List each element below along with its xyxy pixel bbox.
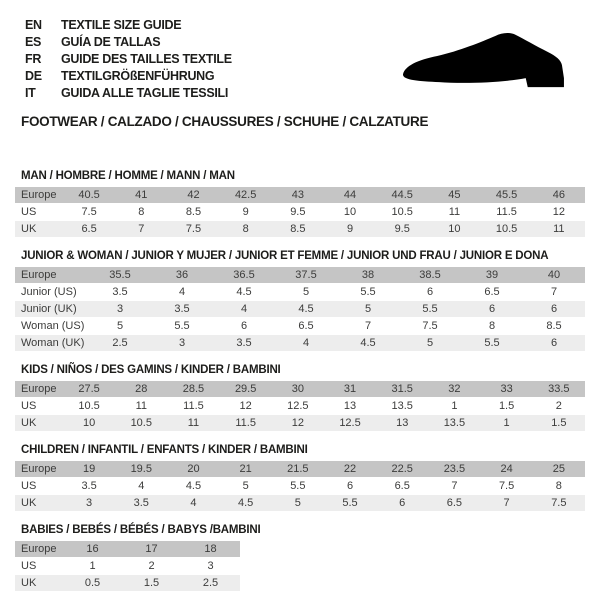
size-cell: 19 xyxy=(63,461,115,478)
size-row xyxy=(15,284,585,301)
size-cell: 7 xyxy=(481,495,533,512)
size-cell: 9 xyxy=(324,221,376,238)
size-cell: 28.5 xyxy=(167,381,219,398)
size-cell: 7 xyxy=(523,284,585,301)
size-cell: 45 xyxy=(428,187,480,204)
section-title: KIDS / NIÑOS / DES GAMINS / KINDER / BAMBINI xyxy=(21,364,281,376)
size-cell: 5 xyxy=(399,335,461,352)
row-label: US xyxy=(15,558,63,575)
size-cell: 7.5 xyxy=(399,318,461,335)
size-cell: 10.5 xyxy=(63,398,115,415)
size-cell: 27.5 xyxy=(63,381,115,398)
language-label: TEXTILGRÖßENFÜHRUNG xyxy=(61,69,215,83)
size-cell: 10.5 xyxy=(115,415,167,432)
size-cell: 6 xyxy=(213,318,275,335)
size-cell: 9.5 xyxy=(272,204,324,221)
language-code: DE xyxy=(25,69,42,83)
size-table xyxy=(15,541,240,592)
size-cell: 3.5 xyxy=(213,335,275,352)
size-cell: 23.5 xyxy=(428,461,480,478)
size-cell: 5 xyxy=(220,478,272,495)
size-row xyxy=(15,415,585,432)
size-cell: 6.5 xyxy=(376,478,428,495)
size-cell: 13.5 xyxy=(376,398,428,415)
size-row xyxy=(15,398,585,415)
size-cell: 12 xyxy=(272,415,324,432)
size-cell: 11.5 xyxy=(481,204,533,221)
size-cell: 8 xyxy=(220,221,272,238)
size-cell: 46 xyxy=(533,187,585,204)
size-cell: 12.5 xyxy=(324,415,376,432)
size-cell: 10 xyxy=(63,415,115,432)
size-cell: 5 xyxy=(89,318,151,335)
size-row xyxy=(15,301,585,318)
size-cell: 8 xyxy=(115,204,167,221)
size-cell: 3.5 xyxy=(63,478,115,495)
size-cell: 5.5 xyxy=(337,284,399,301)
row-label: UK xyxy=(15,415,63,432)
size-cell: 5.5 xyxy=(461,335,523,352)
size-row xyxy=(15,558,240,575)
size-cell: 19.5 xyxy=(115,461,167,478)
language-label: GUIDE DES TAILLES TEXTILE xyxy=(61,52,232,66)
size-row xyxy=(15,495,585,512)
size-cell: 13 xyxy=(376,415,428,432)
size-cell: 11.5 xyxy=(220,415,272,432)
size-cell: 4.5 xyxy=(220,495,272,512)
size-row xyxy=(15,318,585,335)
size-cell: 11 xyxy=(167,415,219,432)
size-cell: 43 xyxy=(272,187,324,204)
size-cell: 25 xyxy=(533,461,585,478)
category-title: FOOTWEAR / CALZADO / CHAUSSURES / SCHUHE / CALZATURE xyxy=(21,114,429,129)
size-cell: 32 xyxy=(428,381,480,398)
size-row xyxy=(15,204,585,221)
language-code: IT xyxy=(25,86,36,100)
size-row xyxy=(15,267,585,284)
size-cell: 38.5 xyxy=(399,267,461,284)
size-cell: 6 xyxy=(399,284,461,301)
size-cell: 6.5 xyxy=(275,318,337,335)
size-cell: 3.5 xyxy=(115,495,167,512)
row-label: Woman (UK) xyxy=(15,335,89,352)
size-cell: 13.5 xyxy=(428,415,480,432)
size-cell: 8.5 xyxy=(272,221,324,238)
size-row xyxy=(15,221,585,238)
size-cell: 5.5 xyxy=(399,301,461,318)
size-tables xyxy=(15,170,585,592)
size-cell: 44.5 xyxy=(376,187,428,204)
size-cell: 33.5 xyxy=(533,381,585,398)
language-code: EN xyxy=(25,18,42,32)
size-cell: 7 xyxy=(428,478,480,495)
size-cell: 5.5 xyxy=(324,495,376,512)
row-label: UK xyxy=(15,495,63,512)
size-cell: 33 xyxy=(481,381,533,398)
size-cell: 3 xyxy=(151,335,213,352)
size-cell: 11 xyxy=(533,221,585,238)
size-cell: 29.5 xyxy=(220,381,272,398)
size-cell: 6 xyxy=(523,335,585,352)
size-cell: 4 xyxy=(213,301,275,318)
size-cell: 3.5 xyxy=(89,284,151,301)
size-cell: 4.5 xyxy=(275,301,337,318)
size-cell: 6 xyxy=(523,301,585,318)
size-cell: 1.5 xyxy=(481,398,533,415)
section-title: BABIES / BEBÉS / BÉBÉS / BABYS /BAMBINI xyxy=(21,524,261,536)
size-cell: 1 xyxy=(63,558,122,575)
size-cell: 12 xyxy=(533,204,585,221)
size-cell: 8 xyxy=(533,478,585,495)
size-cell: 2 xyxy=(122,558,181,575)
size-table xyxy=(15,267,585,352)
size-cell: 10.5 xyxy=(481,221,533,238)
size-cell: 10 xyxy=(324,204,376,221)
size-cell: 6 xyxy=(376,495,428,512)
size-cell: 11 xyxy=(428,204,480,221)
size-row xyxy=(15,335,585,352)
size-cell: 40 xyxy=(523,267,585,284)
size-cell: 6 xyxy=(461,301,523,318)
size-cell: 3 xyxy=(89,301,151,318)
size-row xyxy=(15,541,240,558)
section-title: JUNIOR & WOMAN / JUNIOR Y MUJER / JUNIOR ET FEMME / JUNIOR UND FRAU / JUNIOR E DONA xyxy=(21,250,549,262)
row-label: Woman (US) xyxy=(15,318,89,335)
size-cell: 11.5 xyxy=(167,398,219,415)
size-section xyxy=(15,444,585,512)
language-label: GUIDA ALLE TAGLIE TESSILI xyxy=(61,86,229,100)
size-cell: 12 xyxy=(220,398,272,415)
size-cell: 1.5 xyxy=(122,575,181,592)
shoe-icon xyxy=(397,29,573,93)
size-cell: 7.5 xyxy=(481,478,533,495)
size-cell: 6 xyxy=(324,478,376,495)
size-cell: 40.5 xyxy=(63,187,115,204)
size-cell: 30 xyxy=(272,381,324,398)
language-code: ES xyxy=(25,35,42,49)
size-section xyxy=(15,364,585,432)
size-cell: 8.5 xyxy=(167,204,219,221)
header xyxy=(15,17,585,102)
section-title: CHILDREN / INFANTIL / ENFANTS / KINDER / BAMBINI xyxy=(21,444,308,456)
size-cell: 7.5 xyxy=(167,221,219,238)
row-label: Europe xyxy=(15,187,63,204)
size-cell: 4.5 xyxy=(337,335,399,352)
section-title: MAN / HOMBRE / HOMME / MANN / MAN xyxy=(21,170,235,182)
size-cell: 6.5 xyxy=(428,495,480,512)
size-cell: 5 xyxy=(275,284,337,301)
size-cell: 5 xyxy=(272,495,324,512)
size-table xyxy=(15,461,585,512)
size-cell: 7.5 xyxy=(533,495,585,512)
size-cell: 2.5 xyxy=(181,575,240,592)
size-cell: 8 xyxy=(461,318,523,335)
size-cell: 4 xyxy=(275,335,337,352)
size-cell: 41 xyxy=(115,187,167,204)
size-cell: 4.5 xyxy=(213,284,275,301)
size-cell: 36.5 xyxy=(213,267,275,284)
size-cell: 10 xyxy=(428,221,480,238)
size-cell: 22 xyxy=(324,461,376,478)
row-label: Europe xyxy=(15,267,89,284)
language-code: FR xyxy=(25,52,42,66)
size-cell: 7 xyxy=(337,318,399,335)
row-label: Europe xyxy=(15,381,63,398)
size-section xyxy=(15,250,585,352)
size-cell: 2.5 xyxy=(89,335,151,352)
row-label: Europe xyxy=(15,461,63,478)
language-label: GUÍA DE TALLAS xyxy=(61,35,161,49)
row-label: Junior (US) xyxy=(15,284,89,301)
size-cell: 13 xyxy=(324,398,376,415)
size-cell: 17 xyxy=(122,541,181,558)
size-cell: 7.5 xyxy=(63,204,115,221)
size-cell: 9 xyxy=(220,204,272,221)
size-table xyxy=(15,381,585,432)
size-cell: 28 xyxy=(115,381,167,398)
size-cell: 10.5 xyxy=(376,204,428,221)
size-cell: 16 xyxy=(63,541,122,558)
size-row xyxy=(15,575,240,592)
size-cell: 11 xyxy=(115,398,167,415)
size-cell: 5 xyxy=(337,301,399,318)
size-cell: 35.5 xyxy=(89,267,151,284)
size-cell: 45.5 xyxy=(481,187,533,204)
size-row xyxy=(15,461,585,478)
size-section xyxy=(15,170,585,238)
size-section xyxy=(15,524,585,592)
size-cell: 5.5 xyxy=(272,478,324,495)
size-cell: 4 xyxy=(151,284,213,301)
size-cell: 8.5 xyxy=(523,318,585,335)
size-cell: 3 xyxy=(63,495,115,512)
size-cell: 24 xyxy=(481,461,533,478)
size-cell: 37.5 xyxy=(275,267,337,284)
size-cell: 12.5 xyxy=(272,398,324,415)
row-label: US xyxy=(15,204,63,221)
size-cell: 36 xyxy=(151,267,213,284)
size-cell: 3 xyxy=(181,558,240,575)
row-label: UK xyxy=(15,221,63,238)
size-cell: 31.5 xyxy=(376,381,428,398)
row-label: UK xyxy=(15,575,63,592)
size-cell: 21.5 xyxy=(272,461,324,478)
row-label: Junior (UK) xyxy=(15,301,89,318)
language-label: TEXTILE SIZE GUIDE xyxy=(61,18,182,32)
row-label: US xyxy=(15,398,63,415)
size-cell: 20 xyxy=(167,461,219,478)
size-cell: 1.5 xyxy=(533,415,585,432)
size-cell: 18 xyxy=(181,541,240,558)
row-label: Europe xyxy=(15,541,63,558)
size-cell: 0.5 xyxy=(63,575,122,592)
size-cell: 6.5 xyxy=(63,221,115,238)
size-cell: 42 xyxy=(167,187,219,204)
size-cell: 1 xyxy=(428,398,480,415)
size-cell: 9.5 xyxy=(376,221,428,238)
size-cell: 4 xyxy=(167,495,219,512)
size-table xyxy=(15,187,585,238)
size-cell: 3.5 xyxy=(151,301,213,318)
size-cell: 39 xyxy=(461,267,523,284)
size-cell: 2 xyxy=(533,398,585,415)
size-row xyxy=(15,478,585,495)
size-cell: 5.5 xyxy=(151,318,213,335)
size-cell: 21 xyxy=(220,461,272,478)
size-row xyxy=(15,187,585,204)
size-cell: 4 xyxy=(115,478,167,495)
size-row xyxy=(15,381,585,398)
size-cell: 4.5 xyxy=(167,478,219,495)
size-cell: 22.5 xyxy=(376,461,428,478)
size-cell: 31 xyxy=(324,381,376,398)
size-cell: 6.5 xyxy=(461,284,523,301)
size-cell: 42.5 xyxy=(220,187,272,204)
size-cell: 38 xyxy=(337,267,399,284)
size-cell: 44 xyxy=(324,187,376,204)
size-cell: 1 xyxy=(481,415,533,432)
size-cell: 7 xyxy=(115,221,167,238)
row-label: US xyxy=(15,478,63,495)
